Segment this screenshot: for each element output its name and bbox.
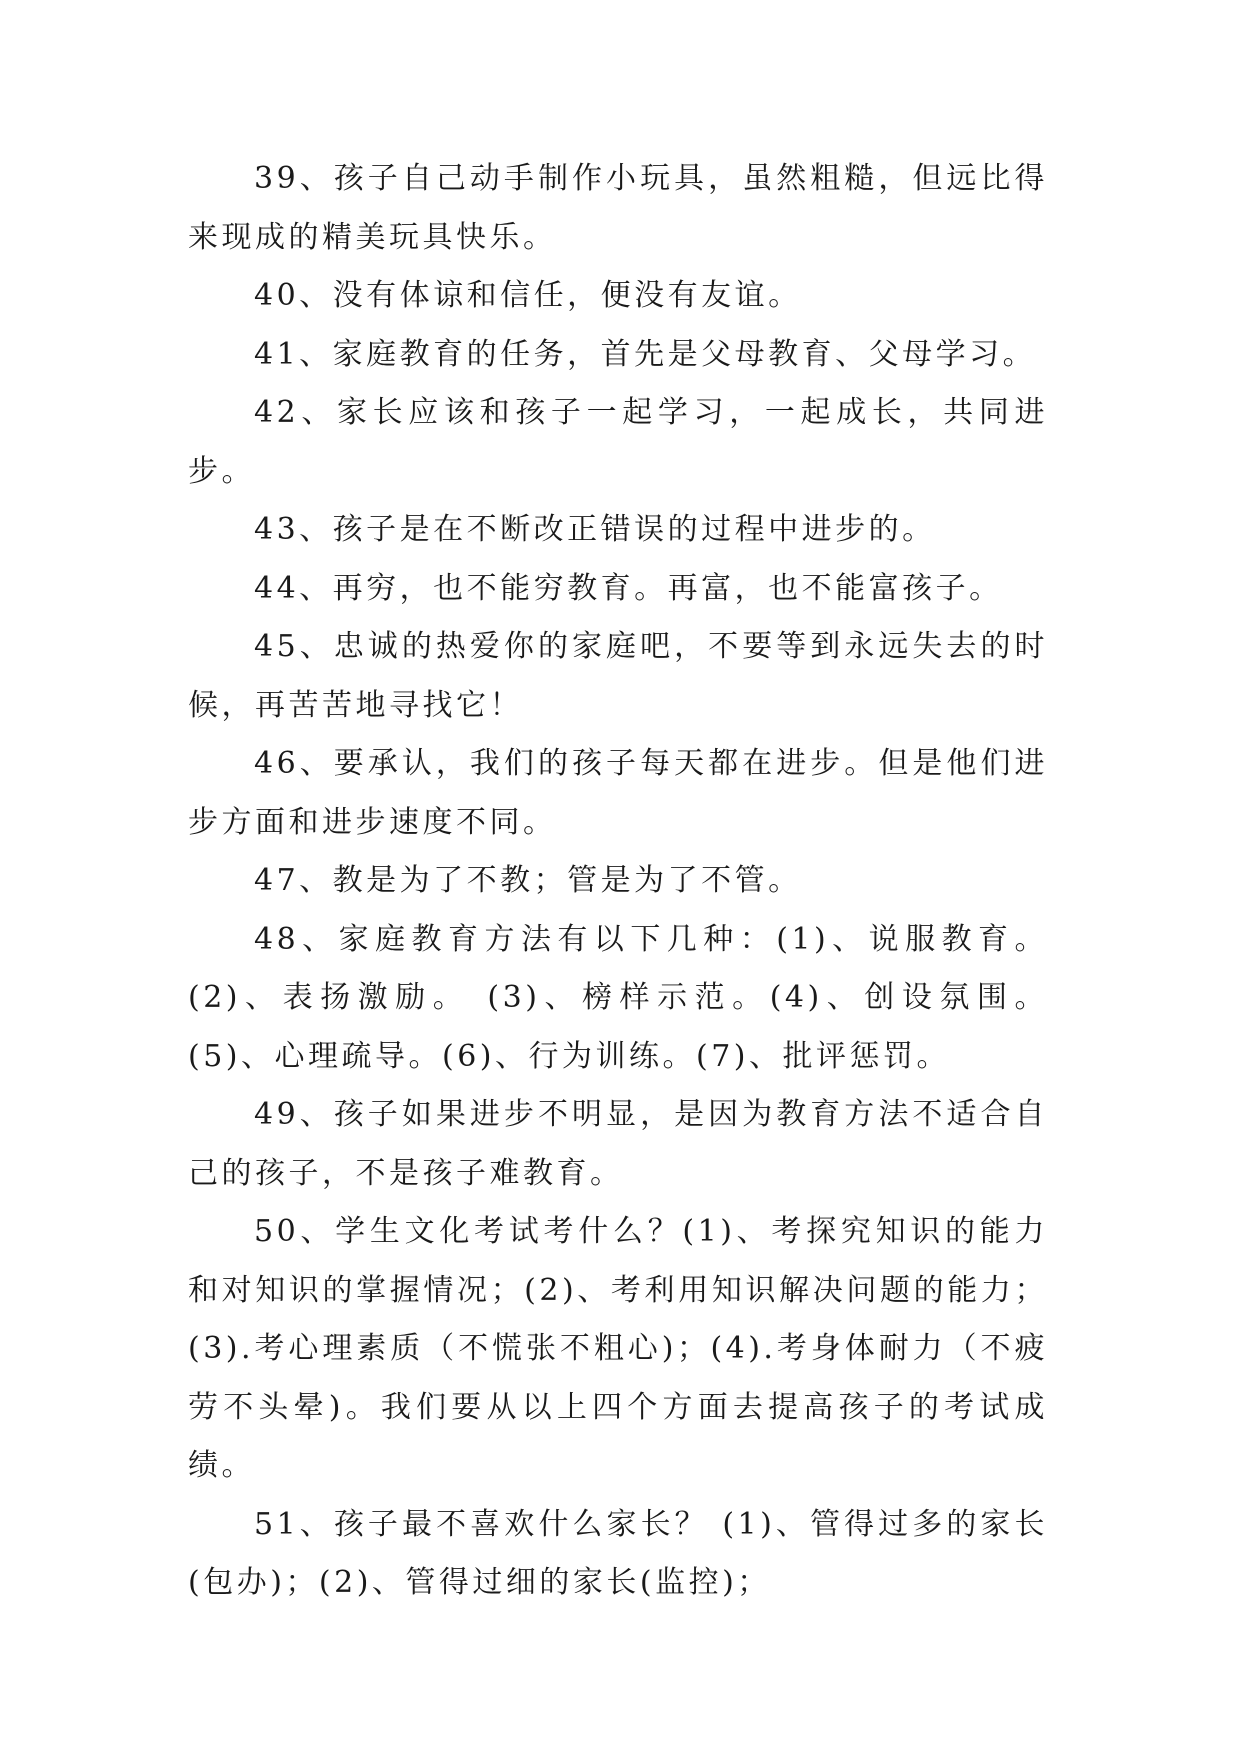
paragraph-41: 41、家庭教育的任务，首先是父母教育、父母学习。 xyxy=(254,336,1037,372)
paragraph-43: 43、孩子是在不断改正错误的过程中进步的。 xyxy=(254,512,936,547)
paragraph-40: 40、没有体谅和信任，便没有友谊。 xyxy=(254,278,802,313)
paragraph-48: 48、家庭教育方法有以下几种：(1)、说服教育。(2)、表扬激励。 (3)、榜样示范。(4)、创设氛围。(5)、心理疏导。(6)、行为训练。(7)、批评惩罚。 xyxy=(188,921,1048,1074)
paragraph-47: 47、教是为了不教；管是为了不管。 xyxy=(254,863,802,898)
paragraph-50: 50、学生文化考试考什么？(1)、考探究知识的能力和对知识的掌握情况；(2)、考利用知识解决问题的能力；(3).考心理素质（不慌张不粗心)；(4).考身体耐力（不疲劳不头晕)。我们要从以上四个方面去提高孩子的考试成绩。 xyxy=(188,1214,1048,1483)
paragraph-39: 39、孩子自己动手制作小玩具，虽然粗糙，但远比得来现成的精美玩具快乐。 xyxy=(188,161,1048,255)
paragraph-51: 51、孩子最不喜欢什么家长？ (1)、管得过多的家长(包办)；(2)、管得过细的家长(监控)； xyxy=(188,1506,1048,1600)
paragraph-45: 45、忠诚的热爱你的家庭吧，不要等到永远失去的时候，再苦苦地寻找它！ xyxy=(188,629,1048,723)
paragraph-46: 46、要承认，我们的孩子每天都在进步。但是他们进步方面和进步速度不同。 xyxy=(188,746,1048,840)
paragraph-42: 42、家长应该和孩子一起学习，一起成长，共同进步。 xyxy=(188,395,1048,489)
document-body xyxy=(188,150,1048,1613)
paragraph-49: 49、孩子如果进步不明显，是因为教育方法不适合自己的孩子，不是孩子难教育。 xyxy=(188,1097,1048,1191)
paragraph-44: 44、再穷，也不能穷教育。再富，也不能富孩子。 xyxy=(254,570,1003,606)
